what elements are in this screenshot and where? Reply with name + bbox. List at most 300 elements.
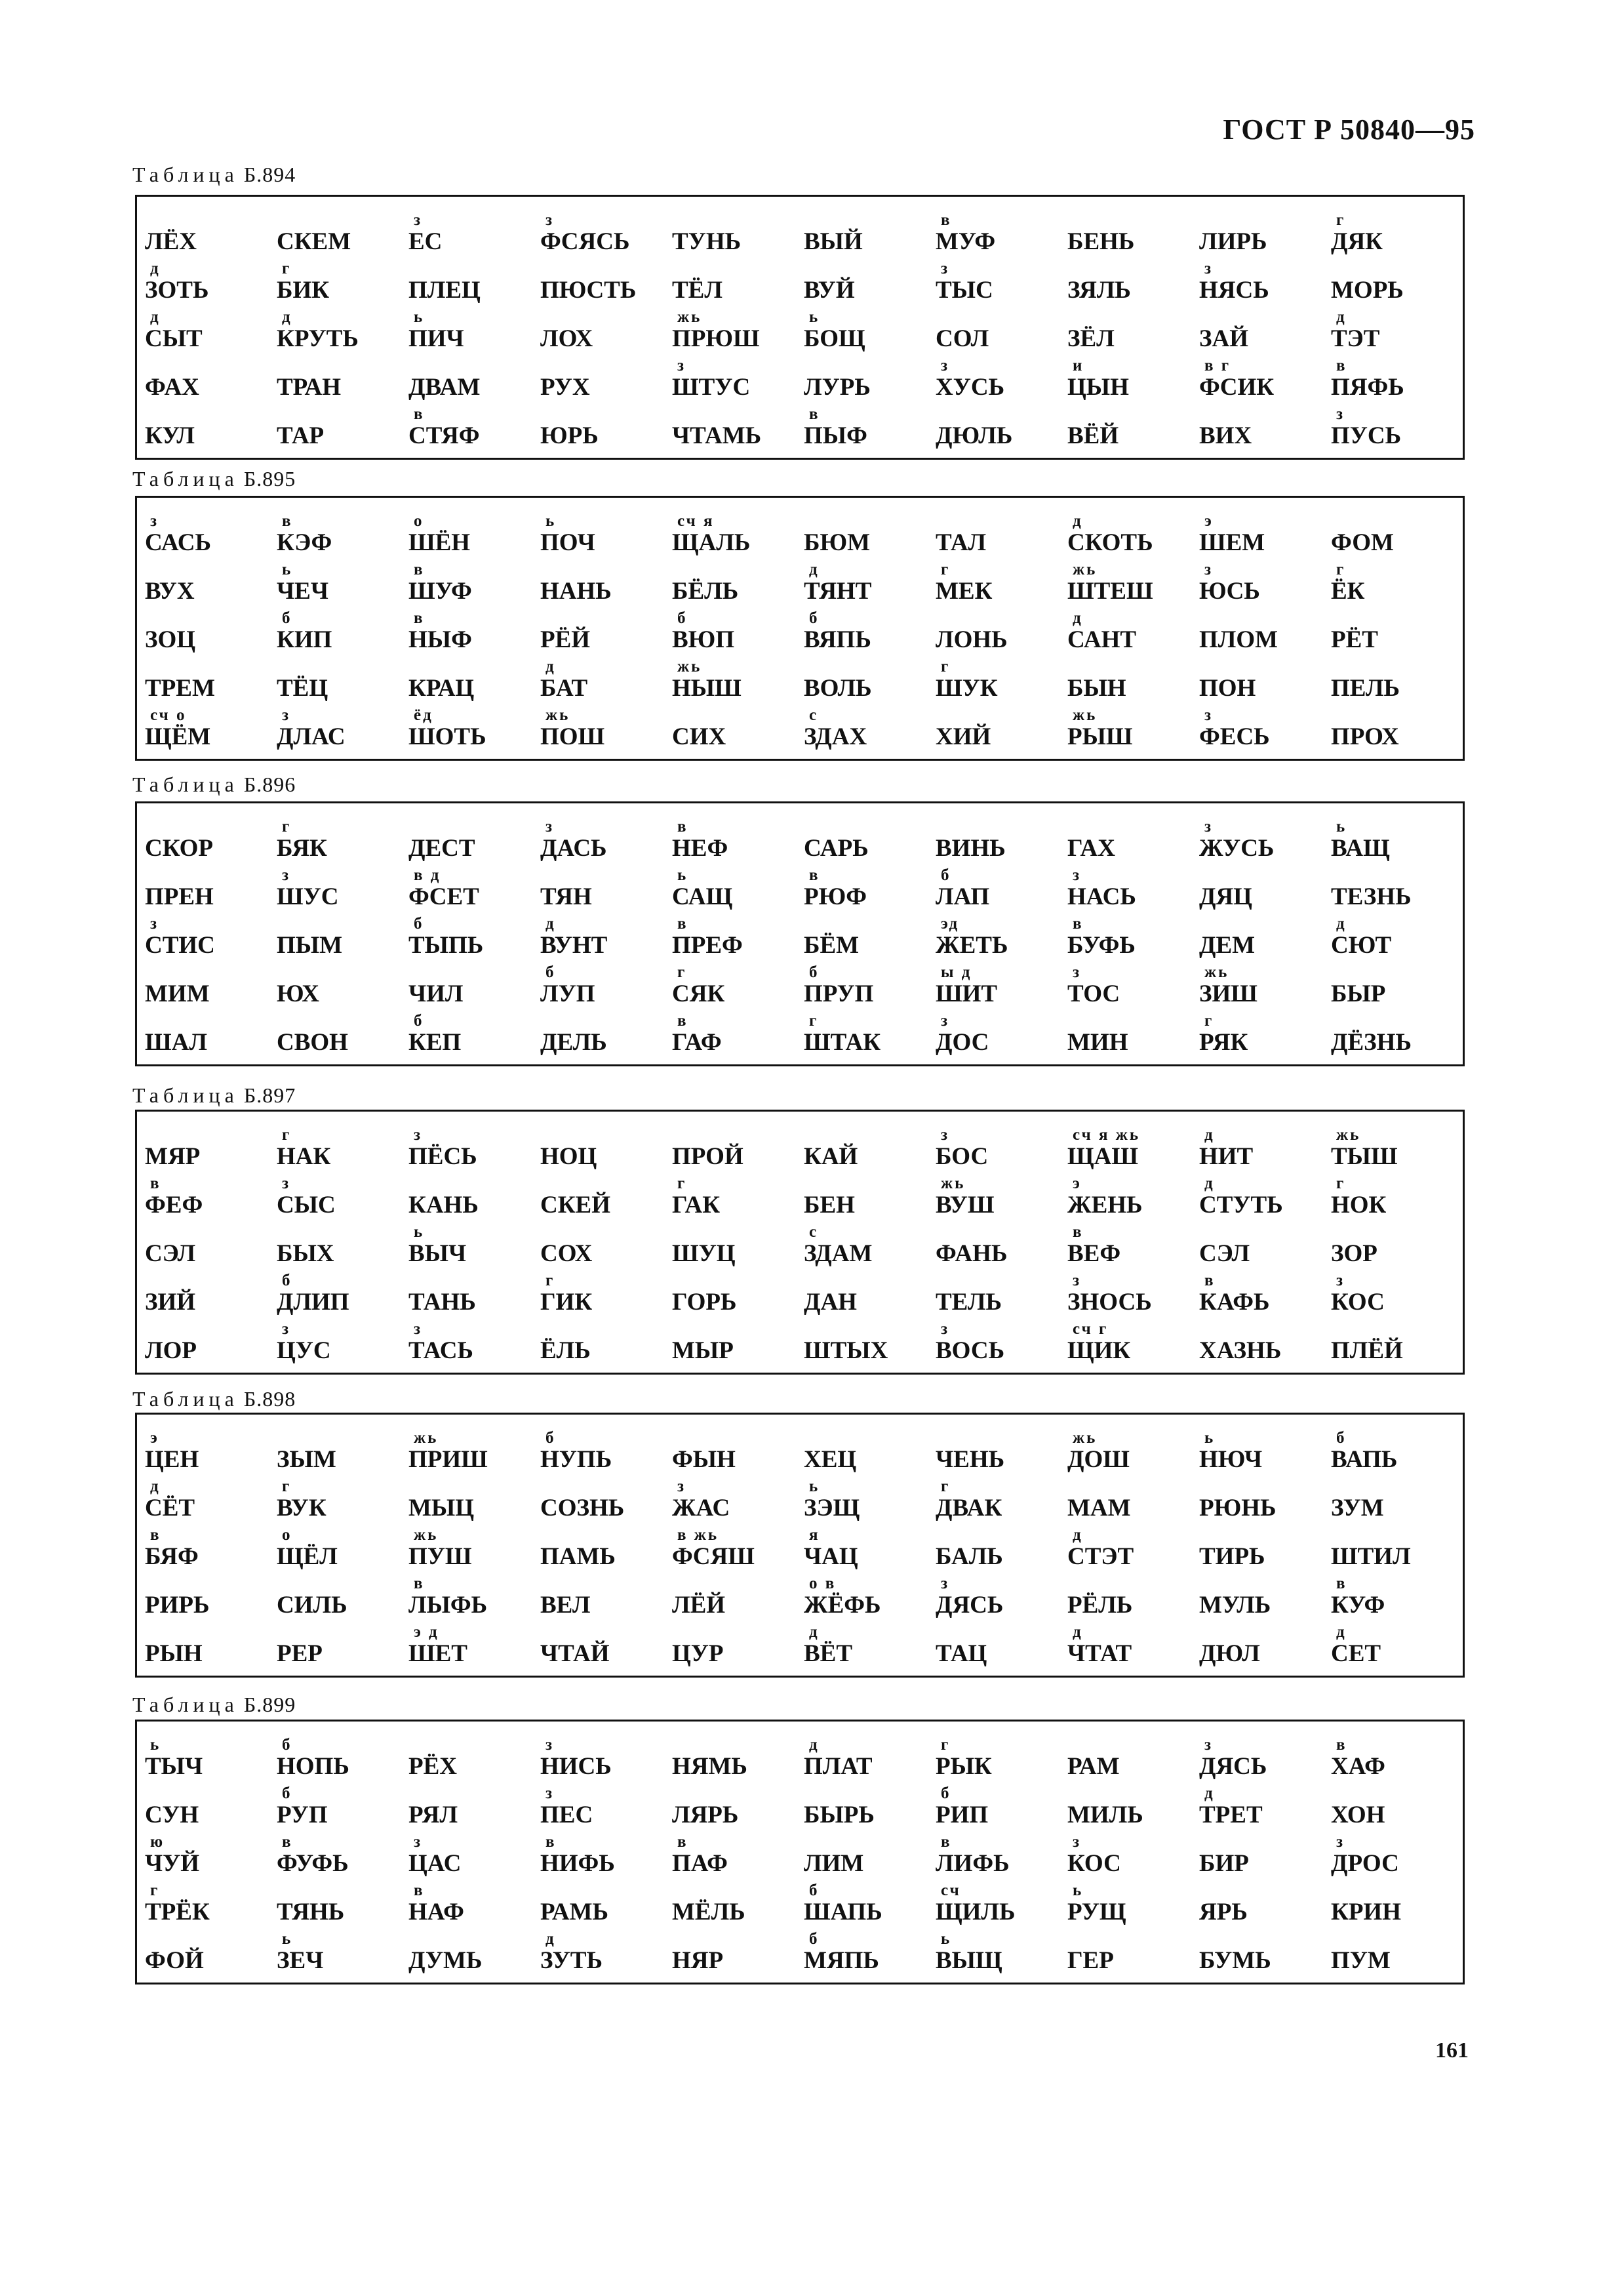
- syllable-word: ЩЁМ: [145, 723, 211, 750]
- table-cell: [936, 1223, 1067, 1272]
- table-cell: [804, 866, 936, 915]
- table-cell: [1067, 1575, 1199, 1623]
- syllable-word: ВИХ: [1199, 422, 1252, 449]
- table-cell: [672, 609, 804, 658]
- table-cell: [1067, 512, 1199, 561]
- syllable-word: ЯРЬ: [1199, 1899, 1248, 1925]
- syllable-word: ДЁЗНЬ: [1331, 1029, 1412, 1056]
- syllable-word: МЫЦ: [408, 1495, 475, 1521]
- syllable-word: ВЕФ: [1067, 1240, 1121, 1267]
- syllable-word: БОЩ: [804, 325, 865, 352]
- table-caption-label: Таблица: [132, 163, 239, 186]
- hint-letters: ь: [545, 512, 557, 530]
- syllable-word: ВУНТ: [540, 932, 608, 959]
- syllable-word: БЁЛЬ: [672, 578, 739, 605]
- table-caption-label: Таблица: [132, 467, 239, 491]
- table-cell: [277, 1175, 408, 1223]
- table-cell: [1331, 1272, 1463, 1320]
- table-cell: [1331, 1623, 1463, 1672]
- hint-letters: г: [1336, 1175, 1346, 1192]
- hint-letters: з: [545, 211, 555, 229]
- hint-letters: в: [809, 866, 820, 884]
- table-cell: [672, 1478, 804, 1526]
- hint-letters: в: [414, 609, 425, 627]
- syllable-word: ФОМ: [1331, 529, 1394, 556]
- syllable-word: ПЫФ: [804, 422, 867, 449]
- table-caption-number: Б.898: [243, 1387, 296, 1411]
- syllable-word: ТЯНЬ: [277, 1899, 345, 1925]
- hint-letters: о: [414, 512, 424, 530]
- table-cell: [804, 1126, 936, 1175]
- table-cell: [936, 915, 1067, 963]
- table-cell: [540, 561, 672, 609]
- syllable-word: НИСЬ: [540, 1753, 612, 1780]
- table-cell: [936, 1882, 1067, 1930]
- syllable-word: НУПЬ: [540, 1446, 612, 1473]
- table-cell: [672, 1623, 804, 1672]
- table-cell: [804, 1012, 936, 1060]
- table-cell: [1199, 1526, 1331, 1575]
- syllable-word: РАМ: [1067, 1753, 1120, 1780]
- syllable-word: ПРЮШ: [672, 325, 760, 352]
- table-cell: [936, 818, 1067, 866]
- syllable-word: ШЁН: [408, 529, 471, 556]
- table-cell: [408, 211, 540, 260]
- hint-letters: д: [1073, 1526, 1083, 1544]
- table-caption-number: Б.897: [243, 1083, 296, 1107]
- hint-letters: жь: [1336, 1126, 1361, 1144]
- hint-letters: з: [1073, 866, 1082, 884]
- syllable-word: ЖЕНЬ: [1067, 1192, 1143, 1218]
- table-cell: [1067, 357, 1199, 405]
- syllable-word: ДВАК: [936, 1495, 1002, 1521]
- syllable-word: ЛЁХ: [145, 228, 197, 255]
- syllable-word: ТАНЬ: [408, 1289, 476, 1316]
- table-cell: [1199, 1784, 1331, 1833]
- syllable-word: ГАК: [672, 1192, 721, 1218]
- table-caption-label: Таблица: [132, 1693, 239, 1716]
- table-cell: [145, 1784, 277, 1833]
- table-cell: [277, 1272, 408, 1320]
- hint-letters: г: [150, 1882, 160, 1899]
- syllable-word: БЯК: [277, 835, 327, 862]
- table-cell: [1199, 1320, 1331, 1369]
- hint-letters: ь: [1204, 1429, 1216, 1447]
- syllable-word: ЦУР: [672, 1640, 724, 1667]
- syllable-word: МЁЛЬ: [672, 1899, 745, 1925]
- table-cell: [1067, 1623, 1199, 1672]
- table-row: [145, 1175, 1463, 1223]
- table-cell: [936, 658, 1067, 706]
- syllable-word: ДЛАС: [277, 723, 346, 750]
- syllable-word: ФСЯСЬ: [540, 228, 630, 255]
- table-cell: [1331, 1833, 1463, 1882]
- table-cell: [540, 1736, 672, 1784]
- hint-letters: жь: [1073, 561, 1098, 578]
- syllable-word: КОС: [1067, 1850, 1121, 1877]
- table-cell: [672, 1272, 804, 1320]
- syllable-word: СОХ: [540, 1240, 593, 1267]
- syllable-word: БЁМ: [804, 932, 860, 959]
- hint-letters: сч г: [1073, 1320, 1109, 1338]
- syllable-word: ВАПЬ: [1331, 1446, 1398, 1473]
- table-cell: [1067, 1736, 1199, 1784]
- table-row: [145, 512, 1463, 561]
- syllable-word: ХУСЬ: [936, 374, 1005, 401]
- table-cell: [145, 1320, 277, 1369]
- table-cell: [540, 658, 672, 706]
- hint-letters: ы д: [941, 963, 972, 981]
- table-cell: [408, 1126, 540, 1175]
- syllable-word: МЯПЬ: [804, 1947, 879, 1974]
- hint-letters: ь: [414, 1223, 425, 1241]
- syllable-word: РИП: [936, 1802, 989, 1828]
- table-cell: [277, 915, 408, 963]
- syllable-word: ЮХ: [277, 980, 320, 1007]
- syllable-word: НИФЬ: [540, 1850, 615, 1877]
- syllable-word: САНТ: [1067, 626, 1137, 653]
- hint-letters: в: [282, 1833, 293, 1851]
- syllable-word: ШТИЛ: [1331, 1543, 1411, 1570]
- table-cell: [804, 512, 936, 561]
- syllable-word: ТЫПЬ: [408, 932, 484, 959]
- hint-letters: в: [1204, 1272, 1216, 1289]
- syllable-word: РЁХ: [408, 1753, 457, 1780]
- table-cell: [936, 308, 1067, 357]
- syllable-word: ТЕЛЬ: [936, 1289, 1002, 1316]
- table-cell: [408, 512, 540, 561]
- table-cell: [804, 561, 936, 609]
- syllable-word: РЁЙ: [540, 626, 591, 653]
- syllable-word: ХАЗНЬ: [1199, 1337, 1282, 1364]
- table-cell: [1067, 818, 1199, 866]
- syllable-word: ВОЛЬ: [804, 675, 872, 702]
- syllable-word: ЛУРЬ: [804, 374, 871, 401]
- table-cell: [145, 512, 277, 561]
- syllable-word: НАСЬ: [1067, 883, 1136, 910]
- hint-letters: в: [941, 1833, 952, 1851]
- hint-letters: жь: [1073, 1429, 1098, 1447]
- table-cell: [672, 963, 804, 1012]
- syllable-word: КРУТЬ: [277, 325, 359, 352]
- syllable-word: ПЫМ: [277, 932, 343, 959]
- syllable-word: ТАЛ: [936, 529, 987, 556]
- table-row: [145, 211, 1463, 260]
- table-row: [145, 357, 1463, 405]
- syllable-word: ХОН: [1331, 1802, 1385, 1828]
- syllable-word: ПАМЬ: [540, 1543, 616, 1570]
- word-table: [135, 1413, 1465, 1678]
- syllable-word: ЗДАХ: [804, 723, 867, 750]
- table-cell: [408, 963, 540, 1012]
- syllable-word: МЯР: [145, 1143, 201, 1170]
- table-cell: [936, 1930, 1067, 1979]
- table-cell: [540, 260, 672, 308]
- syllable-word: ШУК: [936, 675, 998, 702]
- table-caption-number: Б.895: [243, 467, 296, 491]
- table-caption-label: Таблица: [132, 1387, 239, 1411]
- table-cell: [277, 1526, 408, 1575]
- table-cell: [1331, 1126, 1463, 1175]
- table-cell: [1331, 357, 1463, 405]
- table-cell: [145, 915, 277, 963]
- syllable-word: ТЁЦ: [277, 675, 328, 702]
- syllable-word: ЩЁЛ: [277, 1543, 338, 1570]
- table-cell: [672, 260, 804, 308]
- syllable-word: ДЯСЬ: [1199, 1753, 1267, 1780]
- table-cell: [1067, 211, 1199, 260]
- syllable-word: ГИК: [540, 1289, 593, 1316]
- syllable-word: ДЛИП: [277, 1289, 349, 1316]
- table-cell: [408, 1320, 540, 1369]
- table-cell: [1331, 915, 1463, 963]
- hint-letters: д: [1336, 915, 1347, 933]
- hint-letters: з: [1073, 1272, 1082, 1289]
- table-cell: [804, 211, 936, 260]
- table-cell: [804, 1623, 936, 1672]
- syllable-word: ДЕСТ: [408, 835, 475, 862]
- table-cell: [277, 561, 408, 609]
- hint-letters: д: [1204, 1126, 1215, 1144]
- hint-letters: з: [941, 260, 950, 277]
- syllable-word: БЕН: [804, 1192, 855, 1218]
- syllable-word: ЗДАМ: [804, 1240, 873, 1267]
- hint-letters: в г: [1204, 357, 1231, 374]
- table-cell: [1067, 1478, 1199, 1526]
- hint-letters: д: [282, 308, 292, 326]
- table-cell: [1067, 1012, 1199, 1060]
- syllable-word: ПРУП: [804, 980, 874, 1007]
- syllable-word: ЩАШ: [1067, 1143, 1138, 1170]
- table-cell: [672, 658, 804, 706]
- table-cell: [408, 1223, 540, 1272]
- hint-letters: ь: [1073, 1882, 1084, 1899]
- table-cell: [672, 1882, 804, 1930]
- hint-letters: ь: [282, 561, 293, 578]
- hint-letters: г: [941, 561, 951, 578]
- syllable-word: ШАПЬ: [804, 1899, 882, 1925]
- table-cell: [672, 211, 804, 260]
- table-cell: [408, 1736, 540, 1784]
- table-cell: [408, 818, 540, 866]
- syllable-word: МИМ: [145, 980, 210, 1007]
- syllable-word: ФЕСЬ: [1199, 723, 1270, 750]
- table-cell: [672, 706, 804, 755]
- table-cell: [277, 866, 408, 915]
- hint-letters: жь: [677, 658, 702, 675]
- table-cell: [145, 706, 277, 755]
- syllable-word: СКОР: [145, 835, 214, 862]
- syllable-word: МЫР: [672, 1337, 734, 1364]
- syllable-word: ВЫЩ: [936, 1947, 1002, 1974]
- syllable-word: СТЭТ: [1067, 1543, 1134, 1570]
- hint-letters: з: [414, 211, 423, 229]
- hint-letters: в: [282, 512, 293, 530]
- hint-letters: д: [809, 1623, 820, 1641]
- table-cell: [936, 1575, 1067, 1623]
- syllable-word: ПЯФЬ: [1331, 374, 1404, 401]
- syllable-word: БИР: [1199, 1850, 1249, 1877]
- hint-letters: д: [1204, 1175, 1215, 1192]
- syllable-word: ЛЁЙ: [672, 1592, 726, 1619]
- syllable-word: ЗИШ: [1199, 980, 1258, 1007]
- syllable-word: ШТАК: [804, 1029, 881, 1056]
- table-cell: [804, 1526, 936, 1575]
- syllable-word: ФЕФ: [145, 1192, 203, 1218]
- syllable-word: ЗУМ: [1331, 1495, 1384, 1521]
- syllable-word: ЛИМ: [804, 1850, 864, 1877]
- hint-letters: г: [809, 1012, 819, 1030]
- table-row: [145, 561, 1463, 609]
- syllable-word: ХИЙ: [936, 723, 991, 750]
- syllable-word: ЧЕНЬ: [936, 1446, 1005, 1473]
- table-cell: [540, 1833, 672, 1882]
- syllable-word: НЕФ: [672, 835, 728, 862]
- hint-letters: г: [677, 963, 687, 981]
- table-cell: [145, 211, 277, 260]
- hint-letters: г: [282, 818, 292, 836]
- table-cell: [540, 1882, 672, 1930]
- table-cell: [1331, 1012, 1463, 1060]
- syllable-word: ГОРЬ: [672, 1289, 737, 1316]
- table-cell: [408, 260, 540, 308]
- table-cell: [145, 1882, 277, 1930]
- table-cell: [145, 1736, 277, 1784]
- syllable-word: ТЕЗНЬ: [1331, 883, 1412, 910]
- syllable-word: ВИНЬ: [936, 835, 1006, 862]
- table-cell: [936, 1272, 1067, 1320]
- table-cell: [936, 1478, 1067, 1526]
- table-cell: [936, 1736, 1067, 1784]
- hint-letters: з: [282, 1320, 291, 1338]
- syllable-word: ЩИК: [1067, 1337, 1131, 1364]
- table-cell: [936, 260, 1067, 308]
- syllable-word: БУМЬ: [1199, 1947, 1271, 1974]
- syllable-word: ТЫС: [936, 277, 993, 304]
- table-cell: [1067, 1126, 1199, 1175]
- table-cell: [1067, 609, 1199, 658]
- syllable-word: ЗИЙ: [145, 1289, 196, 1316]
- table-cell: [145, 1623, 277, 1672]
- table-cell: [145, 308, 277, 357]
- hint-letters: в: [809, 405, 820, 423]
- syllable-word: ЛОР: [145, 1337, 197, 1364]
- hint-letters: б: [282, 609, 292, 627]
- syllable-word: ПЁСЬ: [408, 1143, 477, 1170]
- table-cell: [145, 609, 277, 658]
- hint-letters: з: [941, 1575, 950, 1592]
- hint-letters: з: [1204, 706, 1214, 724]
- syllable-word: ЗЫМ: [277, 1446, 336, 1473]
- table-cell: [540, 1223, 672, 1272]
- hint-letters: з: [414, 1320, 423, 1338]
- table-cell: [1199, 561, 1331, 609]
- hint-letters: в: [677, 818, 688, 836]
- table-row: [145, 1736, 1463, 1784]
- table-cell: [1331, 308, 1463, 357]
- table-cell: [804, 1736, 936, 1784]
- syllable-word: КАНЬ: [408, 1192, 479, 1218]
- syllable-word: СТИС: [145, 932, 215, 959]
- syllable-word: СИЛЬ: [277, 1592, 347, 1619]
- syllable-word: ДЯСЬ: [936, 1592, 1004, 1619]
- syllable-word: ЗОР: [1331, 1240, 1377, 1267]
- syllable-word: ТЫЧ: [145, 1753, 203, 1780]
- syllable-word: ВОСЬ: [936, 1337, 1005, 1364]
- table-caption-number: Б.894: [243, 163, 296, 186]
- hint-letters: д: [1336, 1623, 1347, 1641]
- syllable-word: КРИН: [1331, 1899, 1401, 1925]
- table-cell: [1067, 866, 1199, 915]
- table-cell: [1199, 818, 1331, 866]
- table-cell: [408, 609, 540, 658]
- table-cell: [277, 609, 408, 658]
- syllable-word: ЮСЬ: [1199, 578, 1260, 605]
- table-cell: [145, 260, 277, 308]
- table-cell: [1199, 405, 1331, 454]
- syllable-word: ПЮСТЬ: [540, 277, 637, 304]
- table-cell: [145, 1478, 277, 1526]
- table-cell: [1067, 658, 1199, 706]
- syllable-word: ПУШ: [408, 1543, 472, 1570]
- table-cell: [672, 561, 804, 609]
- table-cell: [145, 1175, 277, 1223]
- syllable-word: ФСЕТ: [408, 883, 479, 910]
- syllable-word: НОК: [1331, 1192, 1387, 1218]
- table-cell: [1067, 1320, 1199, 1369]
- syllable-word: ШУЦ: [672, 1240, 736, 1267]
- syllable-word: ДЕМ: [1199, 932, 1256, 959]
- hint-letters: г: [282, 260, 292, 277]
- table-cell: [408, 915, 540, 963]
- word-table: [135, 195, 1465, 460]
- table-cell: [804, 1320, 936, 1369]
- table-cell: [277, 1623, 408, 1672]
- syllable-word: РУХ: [540, 374, 590, 401]
- syllable-word: ЦЕН: [145, 1446, 199, 1473]
- syllable-word: СКОТЬ: [1067, 529, 1153, 556]
- table-cell: [1067, 1930, 1199, 1979]
- table-cell: [1067, 1272, 1199, 1320]
- syllable-word: ВУК: [277, 1495, 327, 1521]
- hint-letters: б: [282, 1736, 292, 1754]
- table-cell: [540, 963, 672, 1012]
- table-cell: [1331, 1526, 1463, 1575]
- table-cell: [1199, 1126, 1331, 1175]
- hint-letters: з: [677, 1478, 686, 1495]
- table-cell: [936, 1623, 1067, 1672]
- hint-letters: г: [282, 1478, 292, 1495]
- word-table: [135, 496, 1465, 761]
- syllable-word: БЯФ: [145, 1543, 199, 1570]
- table-cell: [277, 1575, 408, 1623]
- table-cell: [672, 308, 804, 357]
- hint-letters: з: [414, 1126, 423, 1144]
- syllable-word: ВАЩ: [1331, 835, 1390, 862]
- syllable-word: ВЮП: [672, 626, 735, 653]
- hint-letters: б: [282, 1784, 292, 1802]
- syllable-word: ЖУСЬ: [1199, 835, 1275, 862]
- syllable-word: СЫС: [277, 1192, 336, 1218]
- syllable-word: БЫН: [1067, 675, 1126, 702]
- table-cell: [1199, 260, 1331, 308]
- syllable-word: ВЕЛ: [540, 1592, 591, 1619]
- table-cell: [1331, 1930, 1463, 1979]
- syllable-word: СТЯФ: [408, 422, 480, 449]
- syllable-word: ЗОТЬ: [145, 277, 209, 304]
- table-cell: [408, 561, 540, 609]
- table-cell: [408, 357, 540, 405]
